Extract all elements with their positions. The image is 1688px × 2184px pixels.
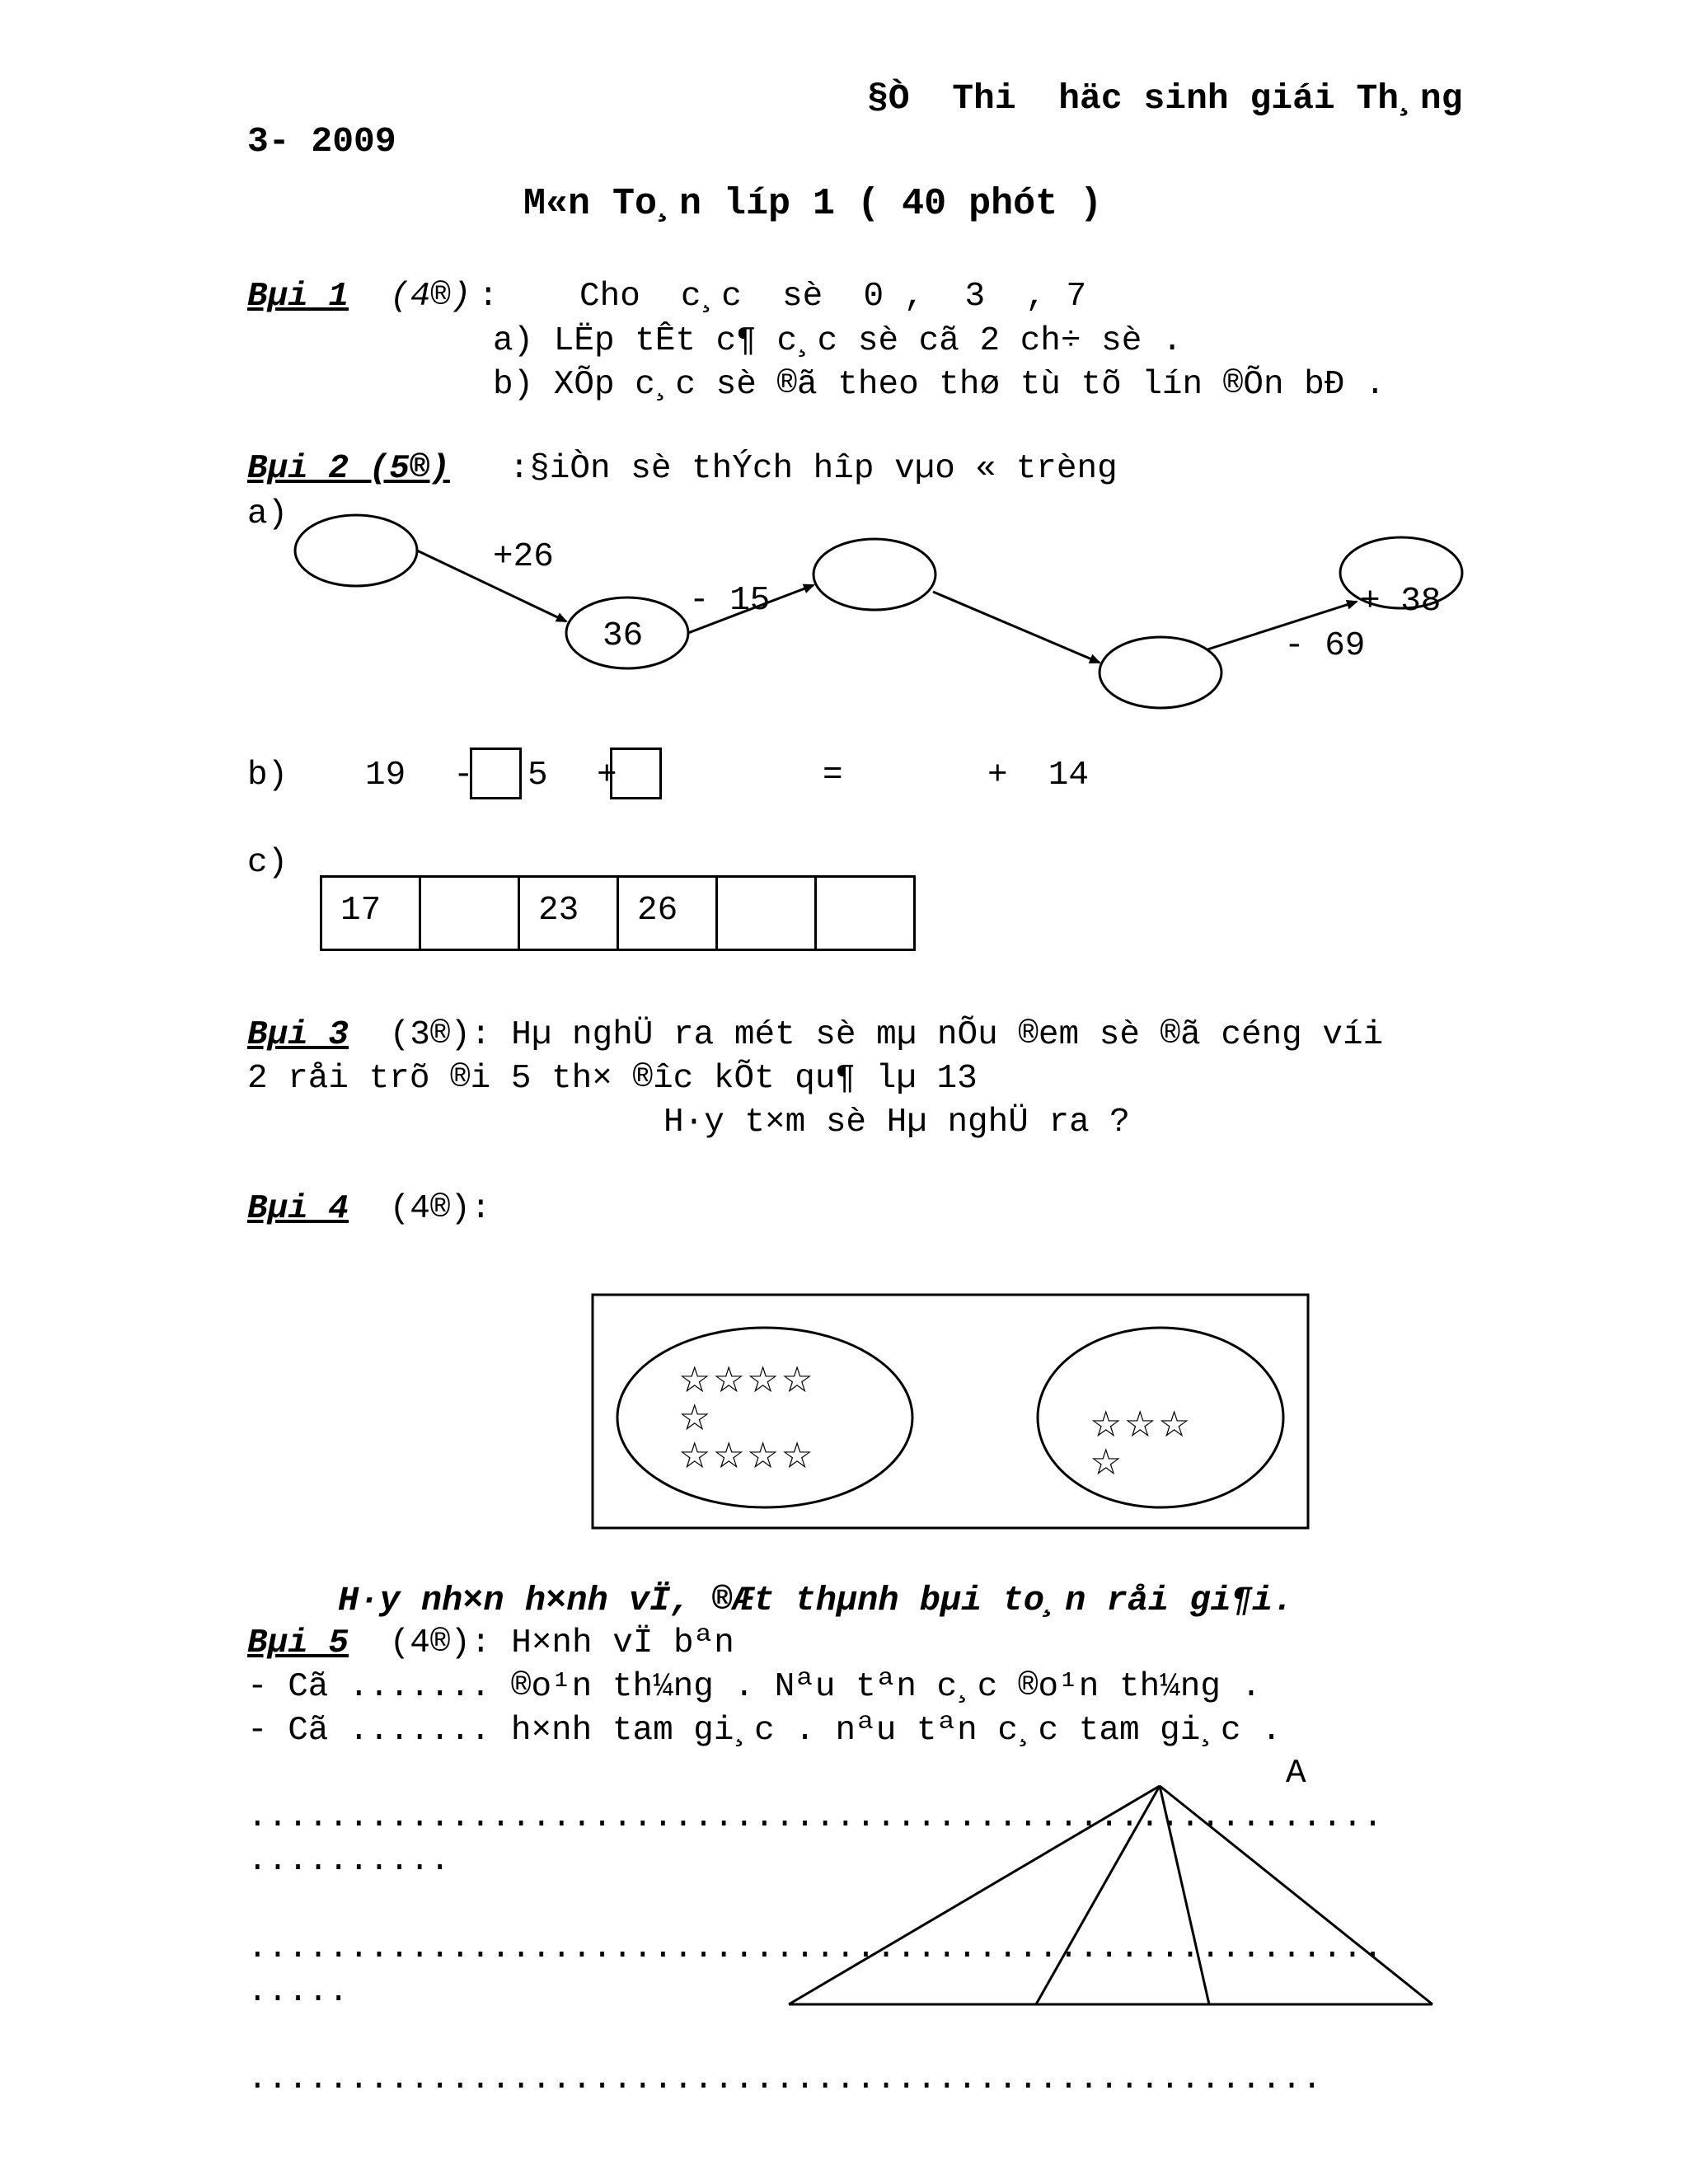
bai4-right-stars [1090,1406,1192,1482]
bai3-line3: H·y t×m sè Hµ nghÜ ra ? [663,1104,1130,1141]
bai5-label: Bµi 5 [247,1624,349,1662]
bai2-b-minus: - [453,757,474,794]
answer-dots-2[interactable]: ........................................................ [247,1929,1383,1967]
flow-op-plus38: + 38 [1360,583,1442,621]
bai2-part-b-label: b) [247,757,288,794]
bai1-intro: : Cho c¸c sè 0 , 3 , 7 [478,278,1087,316]
bai2-b-number-5: 5 [528,757,548,794]
sequence-cell-2[interactable] [419,875,520,951]
star-row: ☆☆☆ [1090,1404,1193,1446]
bai2-b-blank-box-2[interactable] [610,748,662,799]
sequence-cell-3: 23 [518,875,619,951]
flow-op-plus26: +26 [493,538,554,576]
sequence-cell-5[interactable] [715,875,817,951]
flow-op-minus69: - 69 [1284,627,1366,665]
answer-dots-2b[interactable]: ..... [247,1973,349,2011]
bai5-line2: - Cã ....... h×nh tam gi¸c . nªu tªn c¸c tam gi¸c . [247,1712,1282,1750]
exam-title-line1: §Ò Thi häc sinh giái Th¸ng [867,78,1463,119]
sequence-cell-1: 17 [320,875,421,951]
bai4-instruction: H·y nh×n h×nh vÏ, ®Æt thµnh bµi to¸n råi gi¶i. [338,1581,1294,1620]
star-row: ☆ [1090,1441,1124,1483]
bai3-line2: 2 råi trõ ®i 5 th× ®îc kÕt qu¶ lµ 13 [247,1060,978,1098]
bai1-part-b: b) XÕp c¸c sè ®ã theo thø tù tõ lín ®Õn bÐ . [493,366,1386,404]
sequence-cell-4: 26 [617,875,718,951]
bai5-line0: (4®): H×nh vÏ bªn [369,1624,734,1662]
bai2-label: Bµi 2 (5®) [247,450,451,488]
flow-node-2-value: 36 [603,617,644,655]
flow-node-4 [1100,637,1221,708]
bai5-line1: - Cã ....... ®o¹n th¼ng . Nªu tªn c¸c ®o¹n th¼ng . [247,1668,1262,1706]
exam-subtitle: M«n To¸n líp 1 ( 40 phót ) [523,183,1103,225]
bai2-b-number-19: 19 [365,757,406,794]
star-row: ☆☆☆☆ [678,1435,815,1477]
bai4-label: Bµi 4 [247,1190,349,1228]
sequence-cell-6[interactable] [814,875,916,951]
bai3-label: Bµi 3 [247,1016,349,1054]
star-row: ☆☆☆☆ [678,1359,815,1401]
answer-dots-1b[interactable]: .......... [247,1842,451,1880]
bai4-points: (4®): [369,1190,491,1228]
flow-op-minus15: - 15 [689,582,771,620]
star-row: ☆ [678,1397,713,1439]
bai1-label: Bµi 1 [247,278,349,316]
triangle-vertex-a: A [1286,1755,1306,1793]
bai2-intro: :§iÒn sè thÝch hîp vµo « trèng [489,450,1118,488]
bai4-left-stars [678,1361,815,1475]
bai1-points: (4®) [390,278,471,316]
flow-node-3 [814,539,935,610]
bai2-b-blank-box-1[interactable] [470,748,522,799]
bai2-b-equals: = [823,757,843,794]
answer-dots-1[interactable]: ........................................................ [247,1798,1383,1836]
flow-node-1 [295,515,417,586]
bai3-line1: (3®): Hµ nghÜ ra mét sè mµ nÕu ®em sè ®ã céng víi [369,1016,1384,1054]
answer-dots-3[interactable]: ..................................................... [247,2060,1323,2098]
bai1-part-a: a) LËp tÊt c¶ c¸c sè cã 2 ch÷ sè . [493,322,1183,360]
bai2-part-c-label: c) [247,844,288,882]
exam-title-line2: 3- 2009 [247,121,396,162]
bai2-part-a-label: a) [247,495,288,533]
bai2-b-plus: + [597,757,617,794]
bai2-b-rhs: + 14 [987,757,1090,794]
